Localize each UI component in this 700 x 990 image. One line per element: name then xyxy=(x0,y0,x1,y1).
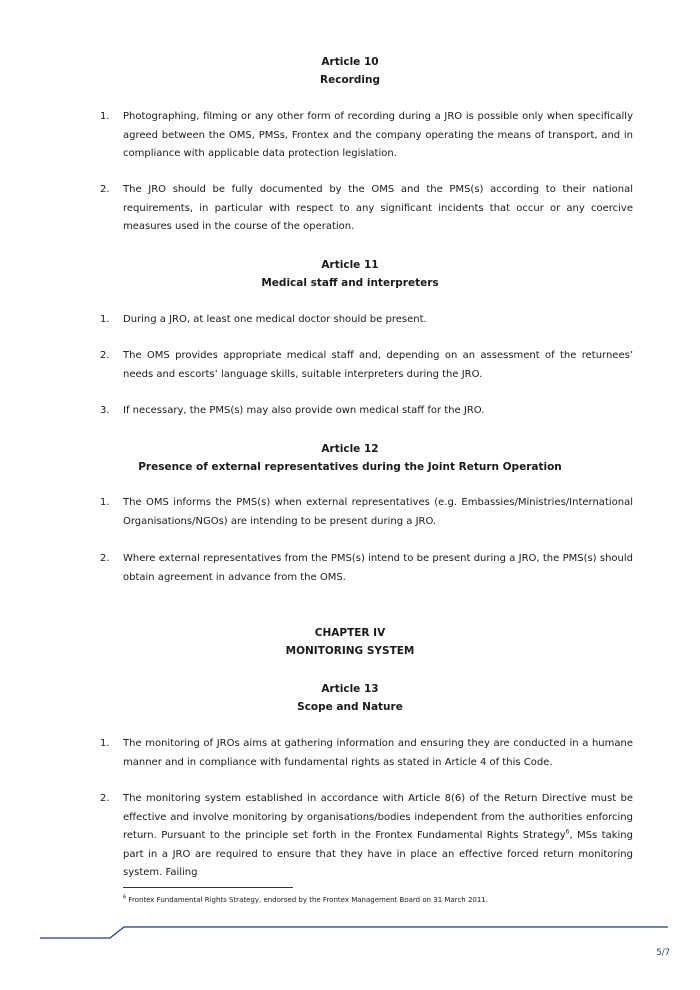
article-13-title: Article 13 xyxy=(321,683,379,695)
item-text-start: The monitoring system established in accordance with Article 8(6) of the Return Directive must be effective and involve monitoring by organisations/bodies independent from the authorities enforcing return. Pursuant to the principle set forth in the Frontex Fundamental Rights Strategy xyxy=(123,793,633,841)
footnote-text: Frontex Fundamental Rights Strategy, endorsed by the Frontex Management Board on 31 March 2011. xyxy=(128,896,489,904)
item-text xyxy=(123,790,633,883)
item-text: If necessary, the PMS(s) may also provide own medical staff for the JRO. xyxy=(123,405,485,416)
page-number: 5/7 xyxy=(656,948,670,958)
item-number: 1. xyxy=(100,314,110,325)
article-11-item-1 xyxy=(100,311,633,330)
article-12-title: Article 12 xyxy=(321,443,379,455)
item-number: 2. xyxy=(100,350,110,361)
item-number: 1. xyxy=(100,738,110,749)
item-number: 2. xyxy=(100,553,110,564)
item-number: 1. xyxy=(100,111,110,122)
item-text: The OMS informs the PMS(s) when external representatives (e.g. Embassies/Ministries/International Organisations/NGOs) are intending to be present during a JRO. xyxy=(123,497,633,527)
article-11-title: Article 11 xyxy=(321,259,379,271)
article-13-subtitle: Scope and Nature xyxy=(297,701,403,713)
article-10-item-2 xyxy=(100,181,633,237)
item-number: 2. xyxy=(100,184,110,195)
article-13-item-1 xyxy=(100,735,633,772)
article-10-item-1 xyxy=(100,108,633,164)
article-11-item-3 xyxy=(100,402,633,421)
item-text: Photographing, filming or any other form of recording during a JRO is possible only when specifically agreed between the OMS, PMSs, Frontex and the company operating the means of transport, and in compliance with applicable data protection legislation. xyxy=(123,111,633,159)
item-text: During a JRO, at least one medical doctor should be present. xyxy=(123,314,427,325)
item-number: 2. xyxy=(100,793,110,804)
footnote-mark: 6 xyxy=(123,894,127,901)
article-11-subtitle: Medical staff and interpreters xyxy=(261,277,439,289)
footnote-separator xyxy=(123,887,293,888)
article-11-item-2 xyxy=(100,347,633,384)
article-12-item-1 xyxy=(100,494,633,531)
item-text: The monitoring of JROs aims at gathering information and ensuring they are conducted in a humane manner and in compliance with fundamental rights as stated in Article 4 of this Code. xyxy=(123,738,633,768)
footnote-reference[interactable]: 6 xyxy=(565,828,570,836)
article-13-item-2 xyxy=(100,790,633,883)
item-number: 1. xyxy=(100,497,110,508)
footer-rule xyxy=(40,926,668,940)
item-text-end: , MSs taking part in a JRO are required to ensure that they have in place an effective forced return monitoring system. Failing xyxy=(123,830,633,878)
item-text: Where external representatives from the PMS(s) intend to be present during a JRO, the PMS(s) should obtain agreement in advance from the OMS. xyxy=(123,553,633,583)
chapter-subtitle: MONITORING SYSTEM xyxy=(285,645,415,657)
article-10-title: Article 10 xyxy=(321,56,379,68)
article-12-subtitle: Presence of external representatives during the Joint Return Operation xyxy=(138,461,562,473)
article-10-subtitle: Recording xyxy=(320,74,380,86)
item-number: 3. xyxy=(100,405,110,416)
item-text: The OMS provides appropriate medical staff and, depending on an assessment of the returnees’ needs and escorts’ language skills, suitable interpreters during the JRO. xyxy=(123,350,633,380)
article-12-item-2 xyxy=(100,550,633,587)
chapter-title: CHAPTER IV xyxy=(314,627,386,639)
item-text: The JRO should be fully documented by the OMS and the PMS(s) according to their national requirements, in particular with respect to any significant incidents that occur or any coercive measures used in the course of the operation. xyxy=(123,184,633,232)
footnote xyxy=(123,895,488,905)
